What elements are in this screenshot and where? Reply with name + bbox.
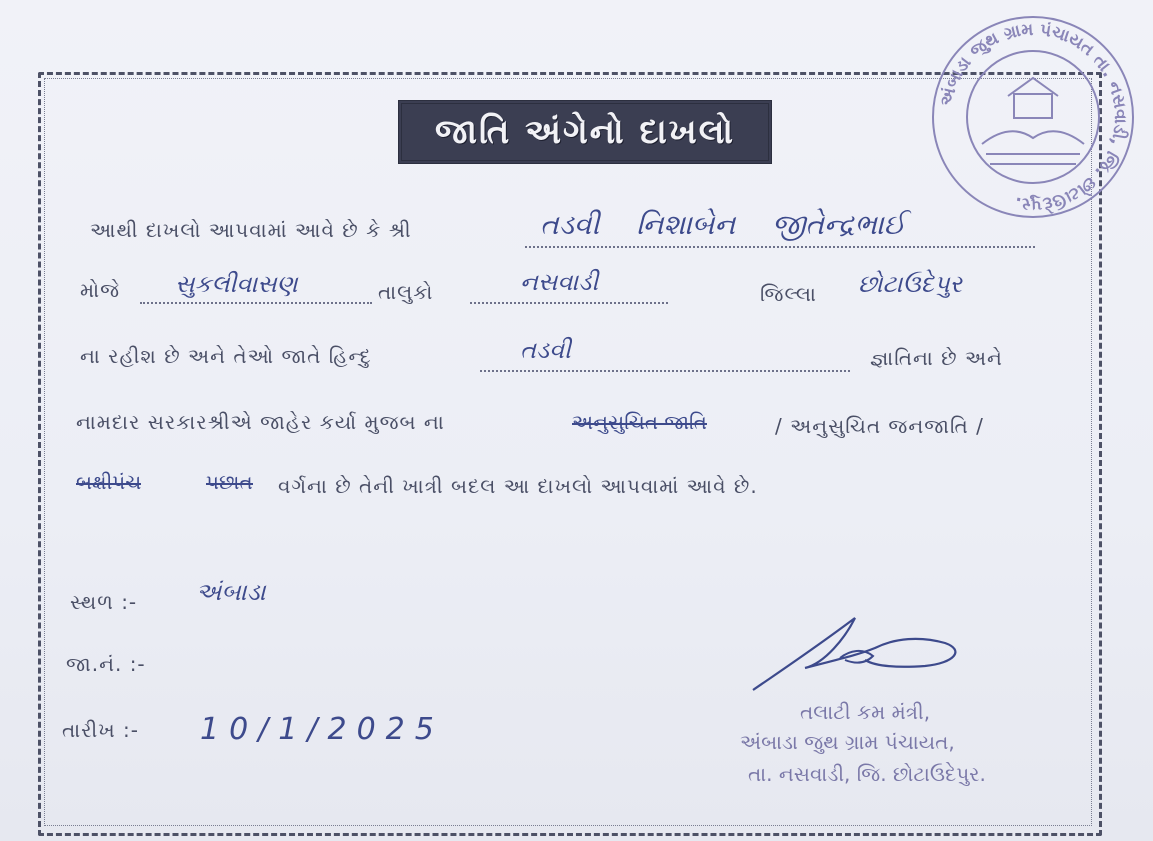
panchayat-seal-stamp xyxy=(930,14,1136,220)
jan-number-label: જા.નં. :- xyxy=(66,652,146,676)
signatory-address: તા. નસવાડી, જિ. છોટાઉદેપુર. xyxy=(748,762,986,786)
line3-prefix: ના રહીશ છે અને તેઓ જાતે હિન્દુ xyxy=(80,344,372,368)
line4-suffix: / અનુસુચિત જનજાતિ / xyxy=(775,414,984,438)
seal-ring-text: અંબાડા જુથ ગ્રામ પંચાયત તા. નસવાડી, જિ. છોટાઉદેપુર. xyxy=(936,19,1131,215)
caste-blank xyxy=(480,370,850,372)
village-value: સુકલીવાસણ xyxy=(175,270,298,298)
district-value: છોટાઉદેપુર xyxy=(858,270,962,298)
date-label: તારીખ :- xyxy=(62,718,139,742)
signature-scribble xyxy=(745,608,975,698)
line5-suffix: વર્ગના છે તેની ખાત્રી બદલ આ દાખલો આપવામાં આવે છે. xyxy=(278,474,758,498)
place-value: અંબાડા xyxy=(196,578,266,606)
line2-district-label: જિલ્લા xyxy=(760,282,817,306)
certificate-title: જાતિ અંગેનો દાખલો xyxy=(435,112,735,152)
taluka-blank xyxy=(470,302,668,304)
taluka-value: નસવાડી xyxy=(520,268,599,296)
line5-struck-category-1: બક્ષીપંચ xyxy=(76,470,142,494)
line1-blank xyxy=(525,246,1035,248)
caste-value: તડવી xyxy=(520,336,571,364)
line2-village-label: મોજે xyxy=(80,278,121,302)
signatory-designation: તલાટી કમ મંત્રી, xyxy=(800,700,931,724)
certificate-title-box xyxy=(398,100,772,164)
village-blank xyxy=(140,302,372,304)
line1-name: તડવી નિશાબેન જીતેન્દ્રભાઈ xyxy=(540,208,906,241)
line1-prefix: આથી દાખલો આપવામાં આવે છે કે શ્રી xyxy=(90,218,412,242)
date-value: 10/1/2025 xyxy=(200,712,444,747)
line4-prefix: નામદાર સરકારશ્રીએ જાહેર કર્યા મુજબ ના xyxy=(76,410,445,434)
line3-suffix: જ્ઞાતિના છે અને xyxy=(870,346,1003,370)
signatory-office: અંબાડા જુથ ગ્રામ પંચાયત, xyxy=(740,730,955,754)
line2-taluka-label: તાલુકો xyxy=(378,280,434,304)
line5-struck-category-2: પછાત xyxy=(206,470,253,494)
line4-struck-category: અનુસુચિત જાતિ xyxy=(572,410,707,434)
place-label: સ્થળ :- xyxy=(70,590,138,614)
